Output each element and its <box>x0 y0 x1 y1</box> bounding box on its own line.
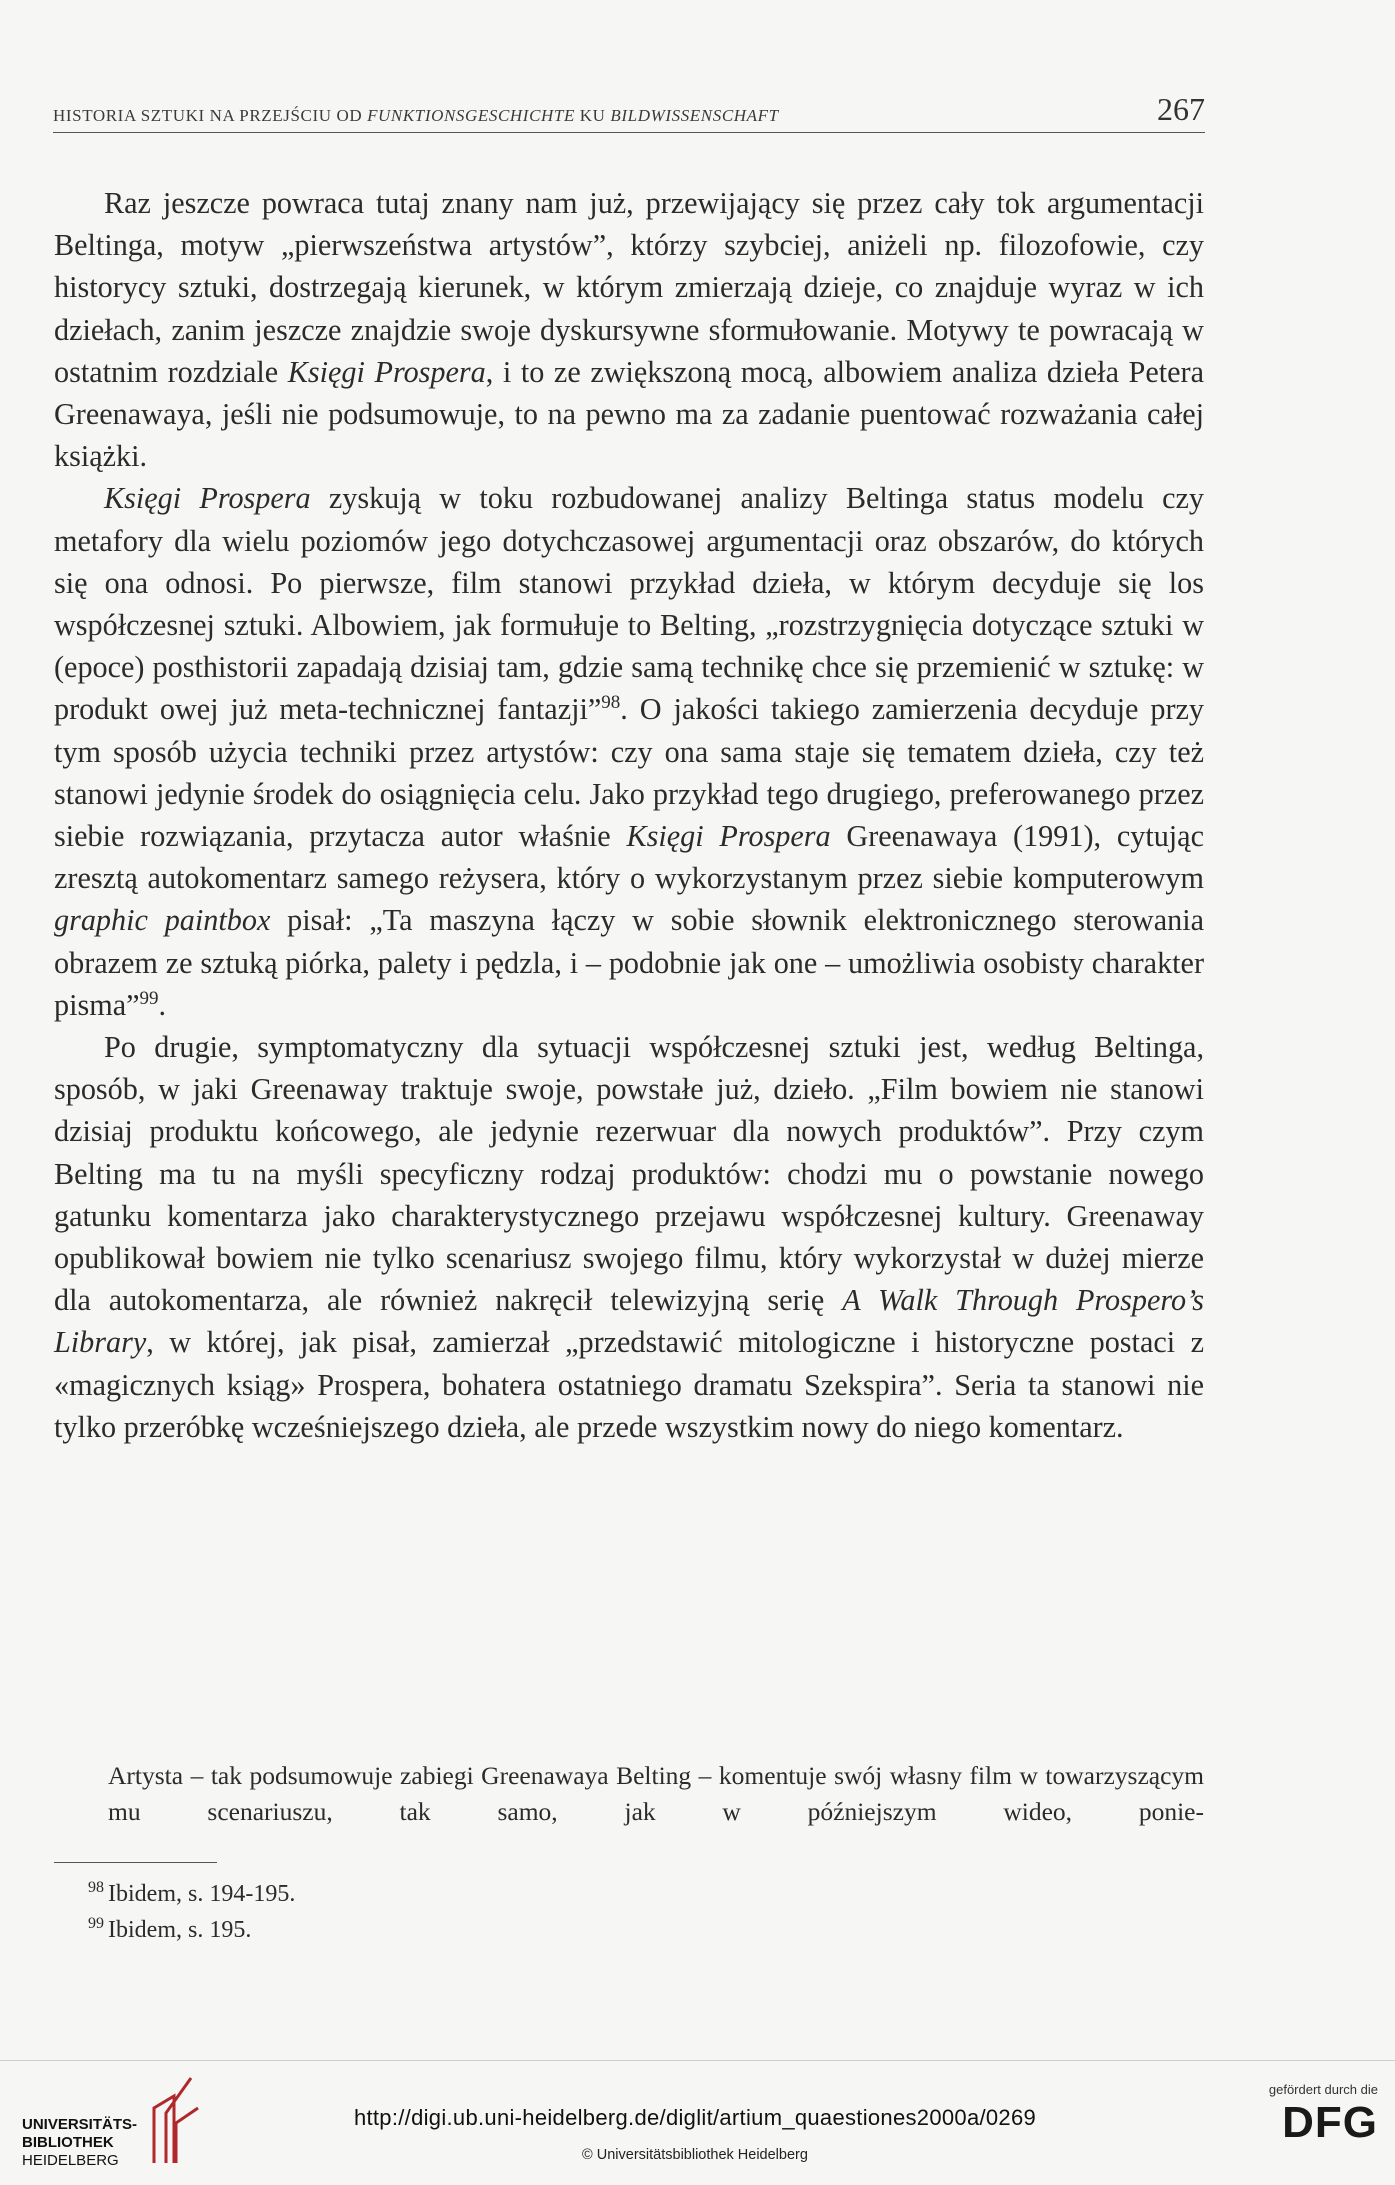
paragraph-2 <box>54 477 1204 1026</box>
text-run: Greenawaya (1991), cytując zresztą autokomentarz samego reżysera, który o wykorzystanym przez siebie komputerowym <box>54 819 1204 896</box>
header-title-text: KU <box>574 106 611 125</box>
header-title-italic: FUNKTIONSGESCHICHTE <box>367 106 575 125</box>
header-title-text: HISTORIA SZTUKI NA PRZEJŚCIU OD <box>53 106 368 125</box>
copyright-notice: © Universitätsbibliothek Heidelberg <box>582 2147 808 2163</box>
running-header <box>53 92 1205 133</box>
text-run: pisał: „Ta maszyna łączy w sobie słownik elektronicznego sterowania obrazem ze sztuką piórka, palety i pędzla, i – podobnie jak one – umożliwia osobisty charakter pisma” <box>54 903 1204 1022</box>
dfg-logo-block[interactable] <box>1238 2082 1378 2149</box>
header-title-italic: BILDWISSENSCHAFT <box>610 106 779 125</box>
footnote-99 <box>88 1912 295 1948</box>
italic-title: Księgi Prospera <box>626 819 831 854</box>
footnote-ref-98[interactable]: 98 <box>601 692 621 714</box>
main-text <box>54 182 1204 1448</box>
library-emblem-icon <box>146 2068 206 2168</box>
footnotes <box>88 1876 296 1948</box>
block-quote: Artysta – tak podsumowuje zabiegi Greenawaya Belting – komentuje swój własny film w towarzyszącym mu scenariuszu, tak samo, jak w późniejszym wideo, ponie- <box>108 1761 1204 1826</box>
footnote-ref-99[interactable]: 99 <box>139 987 159 1009</box>
footnote-text: Ibidem, s. 194-195. <box>108 1881 296 1907</box>
footnote-number: 99 <box>88 1915 104 1932</box>
running-header-title <box>53 106 779 126</box>
italic-title: Księgi Prospera <box>104 481 311 516</box>
paragraph-3 <box>54 1026 1204 1448</box>
text-run: . <box>158 987 167 1022</box>
document-url-link[interactable]: http://digi.ub.uni-heidelberg.de/diglit/artium_quaestiones2000a/0269 <box>353 2105 1037 2130</box>
library-name-line3: HEIDELBERG <box>22 2152 119 2169</box>
text-run: , w której, jak pisał, zamierzał „przedstawić mitologiczne i historyczne postaci z «magicznych ksiąg» Prospera, bohatera ostatniego dramatu Szekspira”. Seria ta stanowi nie tylko przeróbkę wcześniejszego dzieła, ale przede wszystkim nowy do niego komentarz. <box>54 1325 1204 1444</box>
library-logo[interactable] <box>22 2068 212 2168</box>
dfg-caption: gefördert durch die <box>1268 2082 1378 2097</box>
italic-title: Księgi Prospera <box>287 354 486 389</box>
page-number: 267 <box>1157 91 1205 127</box>
paragraph-1 <box>54 182 1204 477</box>
footnote-separator <box>54 1862 217 1863</box>
italic-term: graphic paintbox <box>54 903 271 938</box>
text-run: Raz jeszcze powraca tutaj znany nam już, przewijający się przez cały tok argumentacji Beltinga, motyw „pierwszeństwa artystów”, którzy szybciej, aniżeli np. filozofowie, czy historycy sztuki, dostrzegają kierunek, w którym zmierzają dzieje, co znajduje wyraz w ich dziełach, zanim jeszcze znajdzie swoje dyskursywne sformułowanie. Motywy te powracają w ostatnim rozdziale <box>54 186 1204 389</box>
italic-title: A Walk Through Prospero’s Library <box>54 1283 1204 1360</box>
footnote-text: Ibidem, s. 195. <box>108 1917 252 1943</box>
text-run: Po drugie, symptomatyczny dla sytuacji współczesnej sztuki jest, według Beltinga, sposób, w jaki Greenaway traktuje swoje, powstałe już, dzieło. „Film bowiem nie stanowi dzisiaj produktu końcowego, ale jedynie rezerwuar dla nowych produktów”. Przy czym Belting ma tu na myśli specyficzny rodzaj produktów: chodzi mu o powstanie nowego gatunku komentarza jako charakterystycznego przejawu współczesnej kultury. Greenaway opublikował bowiem nie tylko scenariusz swojego filmu, który wykorzystał w dużej mierze dla autokomentarza, ale również nakręcił telewizyjną serię <box>54 1030 1204 1318</box>
footnote-number: 98 <box>88 1879 104 1896</box>
text-run: zyskują w toku rozbudowanej analizy Beltinga status modelu czy metafory dla wielu poziomów jego dotychczasowej argumentacji oraz obszarów, do których się ona odnosi. Po pierwsze, film stanowi przykład dzieła, w którym decyduje się los współczesnej sztuki. Albowiem, jak formułuje to Belting, „rozstrzygnięcia dotyczące sztuki w (epoce) posthistorii zapadają dzisiaj tam, gdzie samą technikę chce się przemienić w sztukę: w produkt owej już meta-technicznej fantazji” <box>54 481 1204 727</box>
library-name-line1: UNIVERSITÄTS- <box>22 2116 138 2133</box>
footer-divider <box>0 2060 1395 2061</box>
text-run: . O jakości takiego zamierzenia decyduje przy tym sposób użycia techniki przez artystów: czy ona sama staje się tematem dzieła, czy też stanowi jedynie środek do osiągnięcia celu. Jako przykład tego drugiego, preferowanego przez siebie rozwiązania, przytacza autor właśnie <box>54 692 1204 854</box>
library-name-line2: BIBLIOTHEK <box>22 2134 114 2151</box>
footnote-98 <box>88 1876 296 1912</box>
dfg-logo: DFG <box>1282 2098 1378 2147</box>
text-run: , i to ze zwiększoną mocą, albowiem analiza dzieła Petera Greenawaya, jeśli nie podsumowuje, to na pewno ma za zadanie puentować rozważania całej książki. <box>54 354 1204 474</box>
